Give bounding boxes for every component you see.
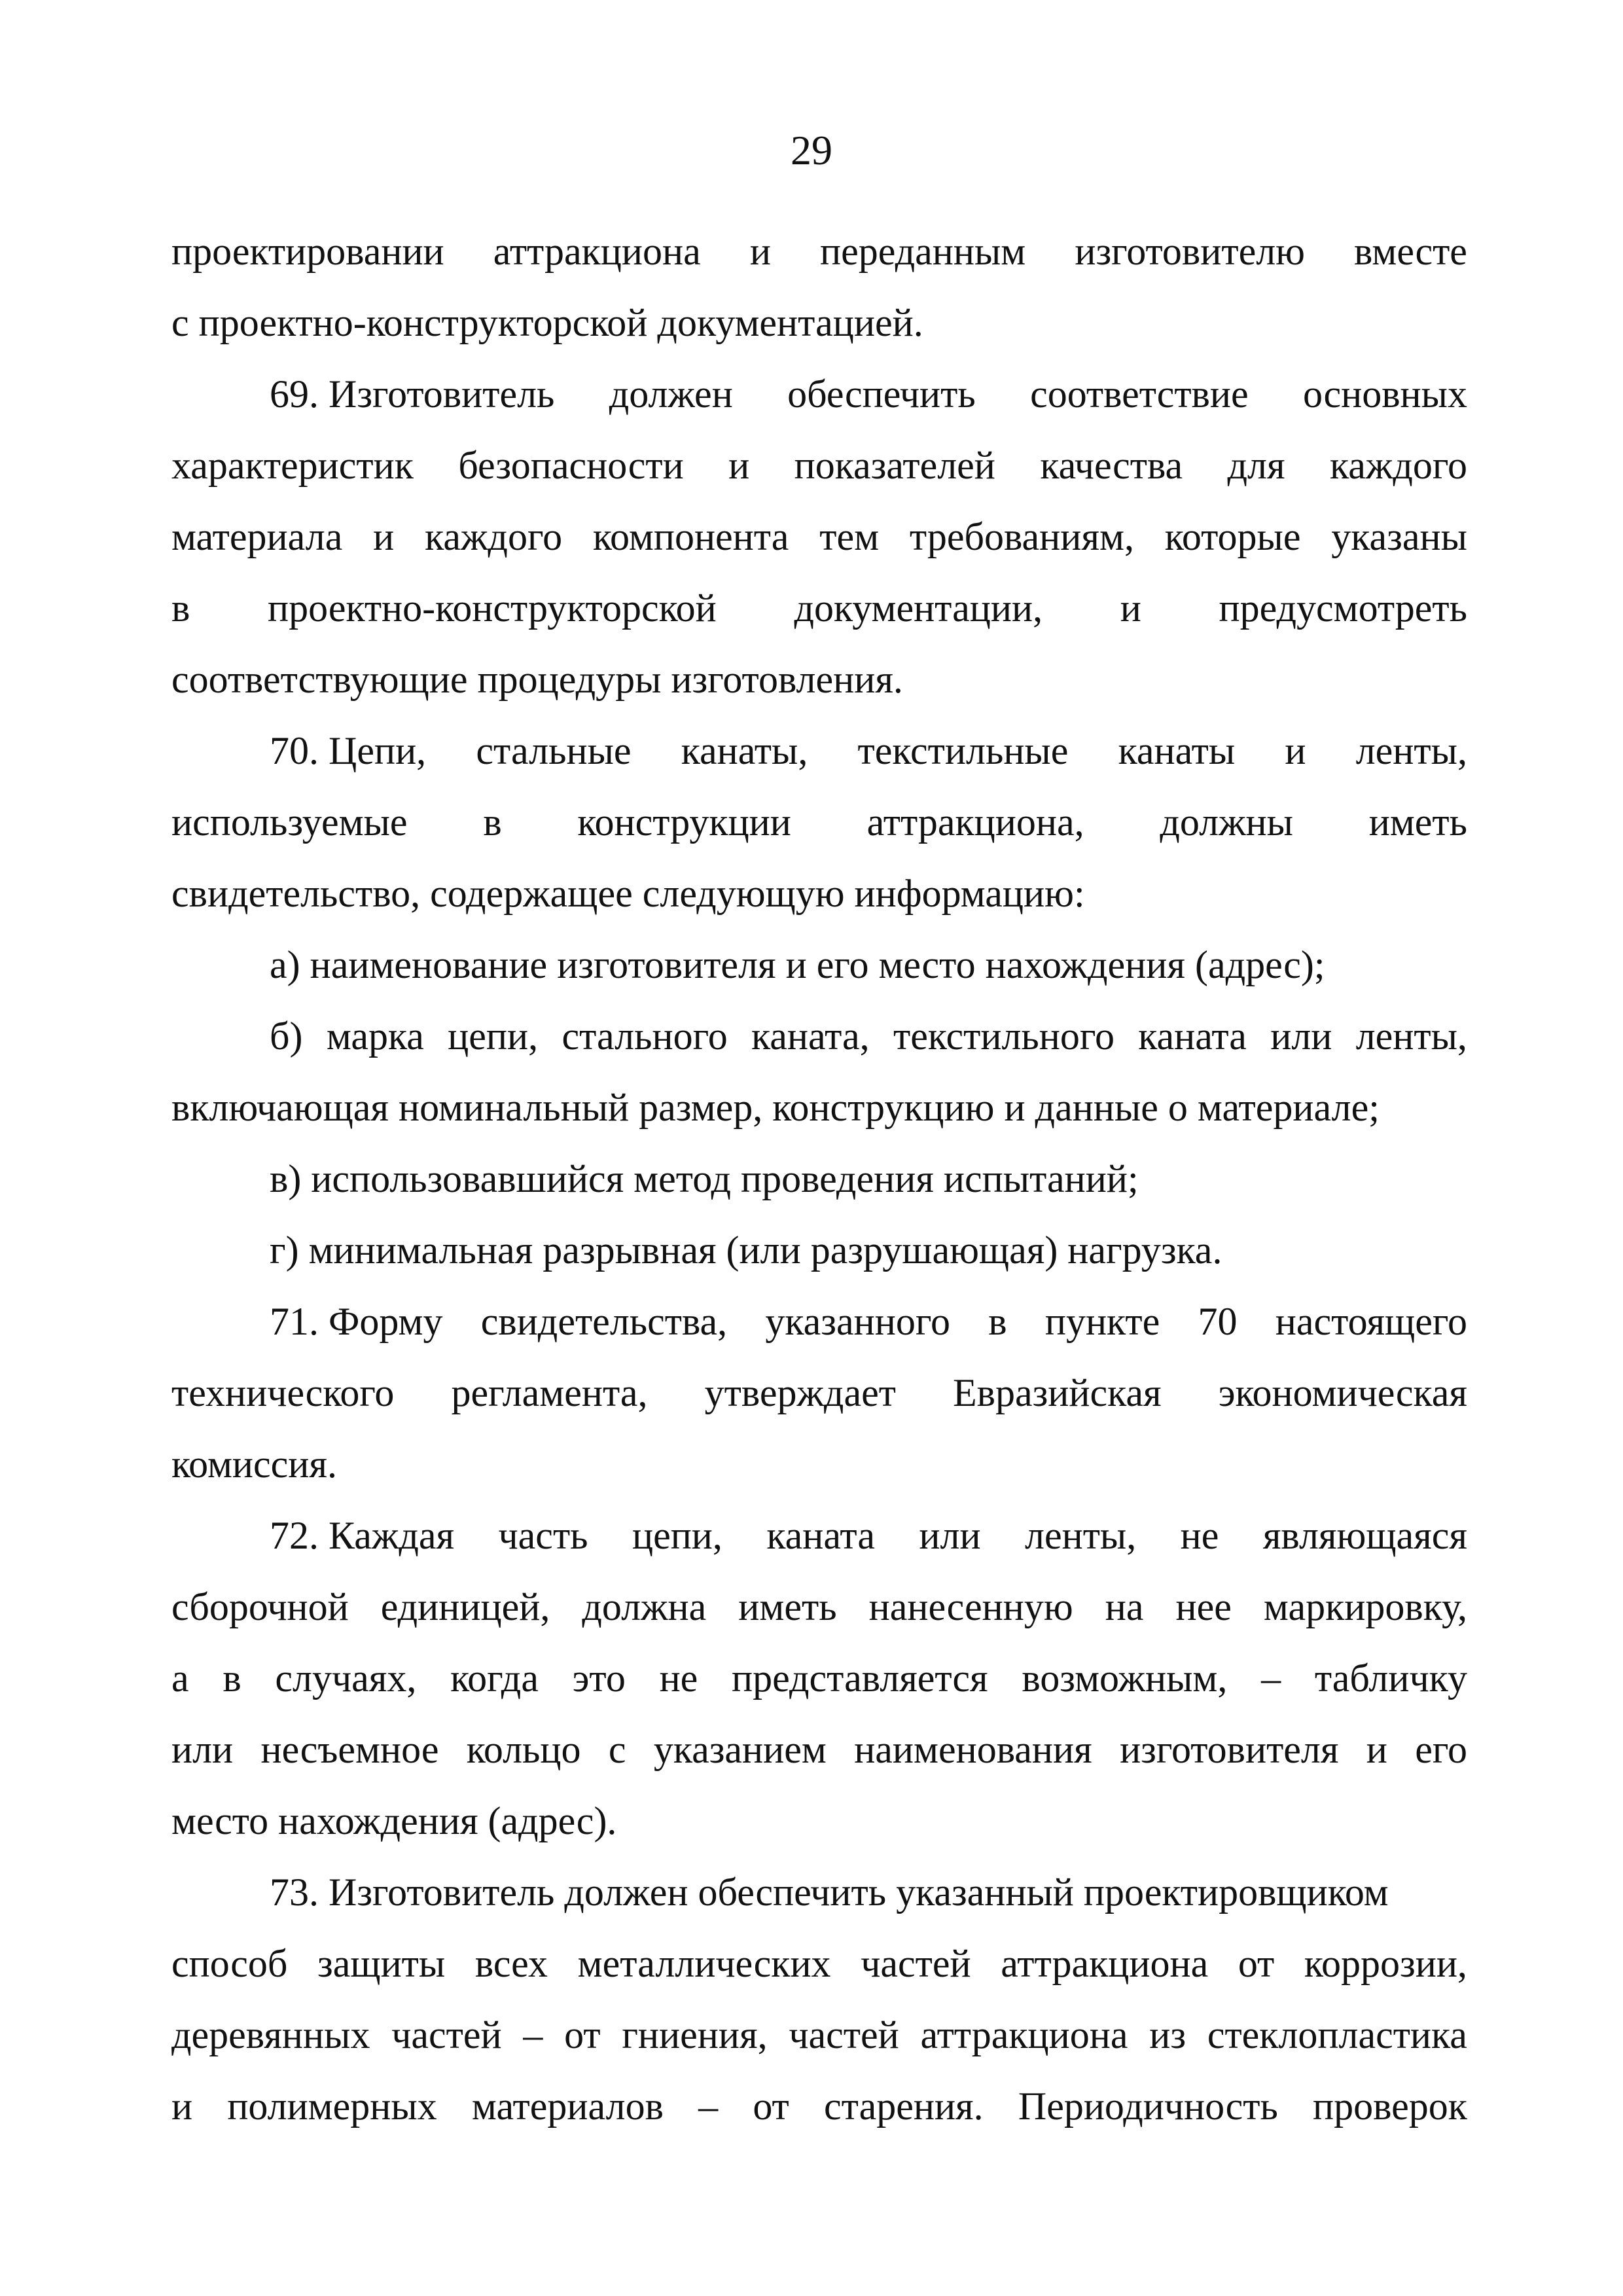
line-text: свидетельство, содержащее следующую информацию: — [171, 872, 1085, 915]
word: для — [1227, 444, 1285, 487]
text-line — [171, 1072, 1467, 1143]
word: экономическая — [1218, 1371, 1467, 1414]
word: или — [1270, 1014, 1332, 1058]
word: тем — [819, 515, 880, 558]
word: текстильные — [857, 729, 1069, 772]
word: технического — [171, 1371, 395, 1414]
word: цепи, — [448, 1014, 539, 1058]
word: каната — [1138, 1014, 1247, 1058]
word: текстильного — [893, 1014, 1115, 1058]
word: предусмотреть — [1219, 586, 1467, 630]
word: стеклопластика — [1207, 2013, 1467, 2056]
word: б) — [270, 1014, 303, 1058]
text-line — [171, 715, 1467, 787]
word: изготовителю — [1075, 230, 1305, 273]
word: возможным, — [1022, 1657, 1228, 1700]
word: от — [564, 2013, 601, 2056]
word: из — [1149, 2013, 1186, 2056]
word: старения. — [823, 2085, 984, 2128]
word: вместе — [1354, 230, 1467, 273]
word: маркировку, — [1263, 1585, 1467, 1628]
line-text: место нахождения (адрес). — [171, 1799, 617, 1842]
word: и — [373, 515, 395, 558]
word: стального — [562, 1014, 728, 1058]
word: гниения, — [622, 2013, 768, 2056]
text-line — [171, 1143, 1467, 1215]
text-line — [171, 1357, 1467, 1429]
word: несъемное — [260, 1728, 439, 1771]
word: пункте — [1044, 1300, 1160, 1343]
word: всех — [474, 1942, 548, 1985]
word: используемые — [171, 800, 408, 844]
word: с — [608, 1728, 626, 1771]
word: 72. Каждая — [270, 1514, 455, 1557]
word: 71. Форму — [270, 1300, 443, 1343]
word: не — [1180, 1514, 1219, 1557]
word: Евразийская — [952, 1371, 1162, 1414]
word: иметь — [1368, 800, 1467, 844]
text-line — [171, 287, 1467, 359]
line-text: а) наименование изготовителя и его место нахождения (адрес); — [270, 943, 1325, 986]
text-line — [171, 573, 1467, 644]
word: а — [171, 1657, 189, 1700]
text-line — [171, 1928, 1467, 2000]
word: – — [698, 2085, 719, 2128]
word: от — [753, 2085, 789, 2128]
line-text: комиссия. — [171, 1443, 338, 1486]
word: табличку — [1314, 1657, 1467, 1700]
word: от — [1238, 1942, 1275, 1985]
word: конструкции — [577, 800, 791, 844]
word: частей — [391, 2013, 502, 2056]
word: сборочной — [171, 1585, 349, 1628]
word: и — [1366, 1728, 1387, 1771]
text-line — [171, 1785, 1467, 1857]
word: марка — [326, 1014, 424, 1058]
word: в — [223, 1657, 241, 1700]
word: качества — [1040, 444, 1183, 487]
word: единицей, — [380, 1585, 550, 1628]
word: утверждает — [704, 1371, 896, 1414]
word: обеспечить — [787, 372, 976, 416]
word: кольцо — [466, 1728, 581, 1771]
word: проектно-конструкторской — [268, 586, 717, 630]
word: иметь — [738, 1585, 837, 1628]
text-line — [171, 216, 1467, 287]
word: 70. Цепи, — [270, 729, 427, 772]
word: документации, — [794, 586, 1043, 630]
word: нее — [1175, 1585, 1232, 1628]
text-line — [171, 430, 1467, 501]
word: способ — [171, 1942, 288, 1985]
word: компонента — [592, 515, 789, 558]
word: регламента, — [451, 1371, 648, 1414]
word: каната — [766, 1514, 875, 1557]
word: в — [483, 800, 502, 844]
word: и — [749, 230, 771, 273]
line-text: в) использовавшийся метод проведения испытаний; — [270, 1157, 1139, 1200]
word: свидетельства, — [480, 1300, 728, 1343]
body-text — [171, 216, 1467, 2142]
word: коррозии, — [1304, 1942, 1467, 1985]
word: настоящего — [1275, 1300, 1467, 1343]
word: требованиям, — [909, 515, 1134, 558]
word: и — [1120, 586, 1141, 630]
text-line — [171, 1857, 1467, 1928]
word: соответствие — [1030, 372, 1249, 416]
word: деревянных — [171, 2013, 370, 2056]
word: не — [659, 1657, 698, 1700]
word: металлических — [577, 1942, 831, 1985]
word: нанесенную — [868, 1585, 1073, 1628]
word: в — [171, 586, 190, 630]
word: его — [1415, 1728, 1467, 1771]
text-line — [171, 1714, 1467, 1785]
text-line — [171, 2071, 1467, 2142]
word: стальные — [476, 729, 632, 772]
word: случаях, — [275, 1657, 417, 1700]
word: проверок — [1313, 2085, 1467, 2128]
word: и — [1285, 729, 1306, 772]
page-number: 29 — [791, 127, 832, 173]
word: должен — [609, 372, 733, 416]
word: – — [1261, 1657, 1281, 1700]
word: и — [171, 2085, 193, 2128]
word: часть — [498, 1514, 588, 1557]
word: характеристик — [171, 444, 414, 487]
word: ленты, — [1355, 1014, 1467, 1058]
word: материала — [171, 515, 343, 558]
word: безопасности — [458, 444, 684, 487]
word: или — [171, 1728, 234, 1771]
word: проектировании — [171, 230, 444, 273]
word: аттракциона — [493, 230, 701, 273]
word: должна — [582, 1585, 707, 1628]
word: изготовителя — [1120, 1728, 1339, 1771]
word: каната, — [751, 1014, 870, 1058]
word: на — [1105, 1585, 1144, 1628]
text-line — [171, 1001, 1467, 1072]
text-line — [171, 929, 1467, 1001]
word: когда — [450, 1657, 539, 1700]
line-text: г) минимальная разрывная (или разрушающая) нагрузка. — [270, 1229, 1222, 1272]
word: – — [523, 2013, 543, 2056]
text-line — [171, 1286, 1467, 1357]
word: полимерных — [227, 2085, 437, 2128]
word: должны — [1160, 800, 1293, 844]
line-text: соответствующие процедуры изготовления. — [171, 658, 903, 701]
text-line — [171, 1571, 1467, 1643]
word: представляется — [732, 1657, 988, 1700]
word: каждого — [425, 515, 563, 558]
text-line — [171, 644, 1467, 715]
word: и — [728, 444, 750, 487]
word: аттракциона, — [866, 800, 1084, 844]
word: или — [919, 1514, 981, 1557]
word: цепи, — [632, 1514, 722, 1557]
text-line — [171, 359, 1467, 430]
text-line — [171, 1215, 1467, 1286]
text-line — [171, 1643, 1467, 1714]
word: это — [572, 1657, 626, 1700]
text-line — [171, 2000, 1467, 2071]
word: материалов — [471, 2085, 664, 2128]
word: указаны — [1331, 515, 1467, 558]
word: основных — [1302, 372, 1467, 416]
word: канаты, — [681, 729, 808, 772]
word: 70 — [1198, 1300, 1238, 1343]
word: переданным — [820, 230, 1026, 273]
word: Периодичность — [1018, 2085, 1278, 2128]
line-text: включающая номинальный размер, конструкцию и данные о материале; — [171, 1086, 1380, 1129]
word: наименования — [854, 1728, 1092, 1771]
word: которые — [1164, 515, 1301, 558]
text-line — [171, 501, 1467, 573]
word: частей — [789, 2013, 899, 2056]
word: аттракциона — [920, 2013, 1128, 2056]
text-line — [171, 858, 1467, 929]
word: 69. Изготовитель — [270, 372, 555, 416]
word: ленты, — [1355, 729, 1467, 772]
word: аттракциона — [1001, 1942, 1209, 1985]
word: каждого — [1330, 444, 1467, 487]
word: частей — [861, 1942, 971, 1985]
text-line — [171, 1500, 1467, 1571]
word: канаты — [1118, 729, 1236, 772]
word: являющаяся — [1262, 1514, 1467, 1557]
word: указанного — [765, 1300, 950, 1343]
line-text: с проектно-конструкторской документацией. — [171, 301, 923, 344]
word: ленты, — [1025, 1514, 1137, 1557]
word: защиты — [317, 1942, 446, 1985]
text-line — [171, 787, 1467, 858]
word: в — [988, 1300, 1007, 1343]
text-line — [171, 1429, 1467, 1500]
word: указанием — [653, 1728, 827, 1771]
word: показателей — [794, 444, 995, 487]
line-text: 73. Изготовитель должен обеспечить указанный проектировщиком — [270, 1871, 1389, 1914]
